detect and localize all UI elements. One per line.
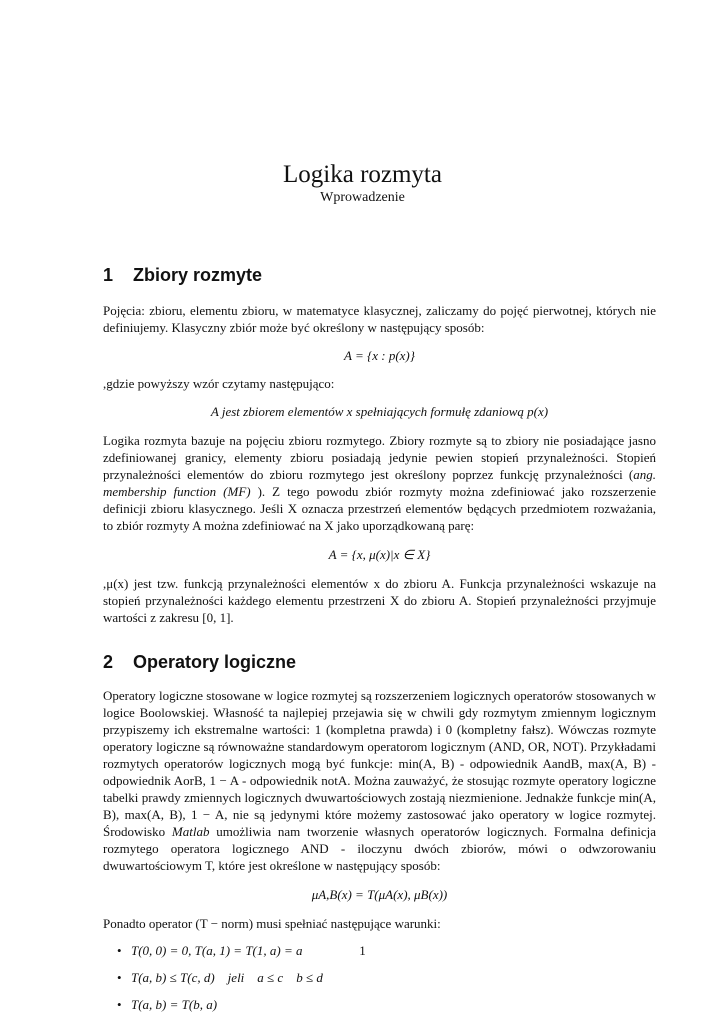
section-1-paragraph-1: Pojęcia: zbioru, elementu zbioru, w matematyce klasycznej, zaliczamy do pojęć pierwotnej, których nie definiujemy. Klasyczny zbiór może być określony w następujący sposób:	[103, 303, 656, 335]
document-title: Logika rozmyta	[283, 161, 442, 188]
section-2-heading	[103, 651, 656, 673]
condition-text: T(0, 0) = 0, T(a, 1) = T(1, a) = a	[131, 943, 303, 958]
document-body	[103, 264, 656, 1023]
section-1-paragraph-2: ,gdzie powyższy wzór czytamy następująco:	[103, 376, 335, 391]
section-2-paragraph-1-part-b: umożliwia nam tworzenie własnych operatorów logicznych. Formalna definicja rozmytego operatora logicznego AND - iloczynu dwóch zbiorów, mówi o odwzorowaniu dwuwartościowym T, które jest określone w następujący sposób:	[103, 824, 656, 873]
equation-fuzzy-set: A = {x, μ(x)|x ∈ X}	[328, 547, 431, 562]
bullet-icon: •	[117, 997, 122, 1012]
equation-reading: A jest zbiorem elementów x spełniających formułę zdaniową p(x)	[210, 404, 549, 419]
section-1-title: Zbiory rozmyte	[133, 265, 263, 285]
equation-classic-set: A = {x : p(x)}	[344, 348, 415, 363]
section-1-paragraph-3	[103, 432, 656, 534]
bullet-icon: •	[117, 970, 122, 985]
section-1-heading	[103, 264, 656, 286]
membership-function-term: ang. membership function (MF)	[103, 467, 656, 499]
condition-text: T(a, b) = T(b, a)	[131, 997, 218, 1012]
section-2-paragraph-1	[103, 687, 656, 874]
document-subtitle: Wprowadzenie	[320, 190, 405, 205]
equation-t-norm: μA,B(x) = T(μA(x), μB(x))	[311, 887, 448, 902]
section-2-number: 2	[103, 652, 114, 672]
condition-item	[117, 969, 656, 996]
section-2-title: Operatory logiczne	[133, 652, 297, 672]
section-1-number: 1	[103, 265, 114, 285]
condition-text: T(a, b) ≤ T(c, d) jeli a ≤ c b ≤ d	[131, 970, 323, 985]
matlab-term: Matlab	[171, 824, 210, 839]
condition-item	[117, 996, 656, 1023]
section-1-paragraph-3-part-b: ). Z tego powodu zbiór rozmyty można zdefiniować jako rozszerzenie definicji zbioru klasycznego. Jeśli X oznacza przestrzeń elementów będących przedmiotem rozważania, to zbiór rozmyty A można zdefiniować na X jako uporządkowaną parę:	[103, 484, 656, 533]
title-block	[0, 160, 725, 206]
section-1-paragraph-4: ,μ(x) jest tzw. funkcją przynależności elementów x do zbioru A. Funkcja przynależności wskazuje na stopień przynależności każdego elementu przestrzeni X do zbioru A. Stopień przynależności przyjmuje wartości z zakresu [0, 1].	[103, 576, 656, 625]
bullet-icon: •	[117, 943, 122, 958]
section-2-paragraph-2: Ponadto operator (T − norm) musi spełniać następujące warunki:	[103, 916, 441, 931]
section-1-paragraph-3-part-a: Logika rozmyta bazuje na pojęciu zbioru rozmytego. Zbiory rozmyte są to zbiory nie posiadające jasno zdefiniowanej granicy, elementy zbioru posiadają jedynie pewien stopień przynależności. Stopień przynależności elementów do zbioru rozmytego jest określony poprzez funkcję przynależności (	[103, 433, 656, 482]
section-2-paragraph-1-part-a: Operatory logiczne stosowane w logice rozmytej są rozszerzeniem logicznych operatorów stosowanych w logice Boolowskiej. Własność ta najlepiej przejawia się w chwili gdy rozmytym zmiennym logicznym przypiszemy ich ekstremalne wartości: 1 (kompletna prawda) i 0 (kompletny fałsz). Wówczas rozmyte operatory logiczne są równoważne standardowym operatorom logicznym (AND, OR, NOT). Przykładami rozmytych operatorów logicznych mogą być funkcje: min(A, B) - odpowiednik AandB, max(A, B) - odpowiednik AorB, 1 − A - odpowiednik notA. Można zauważyć, że stosując rozmyte operatory logiczne tabelki prawdy zmiennych logicznych dwuwartościowych zostają niezmienione. Jednakże funkcje min(A, B), max(A, B), 1 − A, nie są jedynymi które możemy zastosować jako operatory w logice rozmytej. Środowisko	[103, 688, 656, 839]
page-number: 1	[359, 943, 366, 958]
